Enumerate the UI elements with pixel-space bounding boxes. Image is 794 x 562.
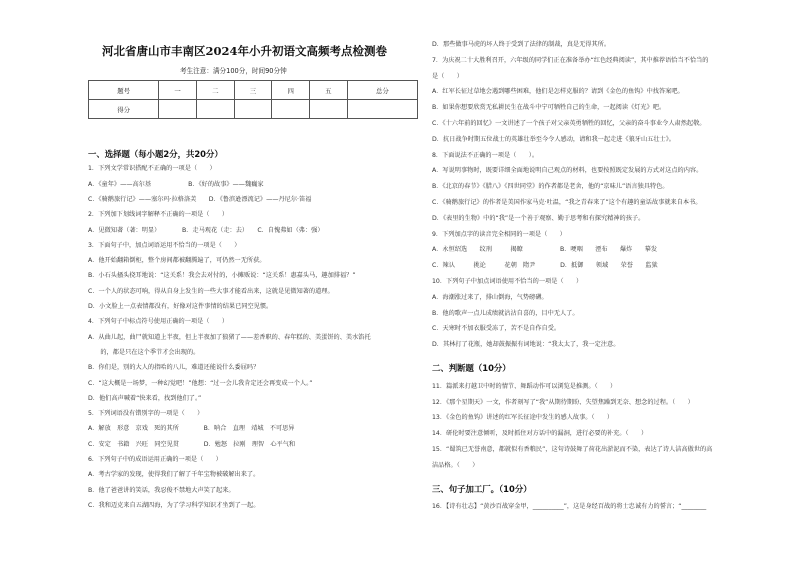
question-line: D．小文脸上一点表情都没有，好像对这件事情的结果已同空见惯。 <box>88 303 273 310</box>
question-line: C．一个人的状态可响，得从自身上发生的一些大事才能看出来，这就是见微知著的道理。 <box>88 287 334 295</box>
question-line: B．你们是，别的大人的指哈的八儿，难道还能说什么委屈吗？ <box>88 364 260 372</box>
score-cell[interactable] <box>159 100 197 119</box>
question-line: 13．《金色的鱼钩》讲述的红军长征途中发生的感人故事。（ ） <box>432 414 614 422</box>
score-cell[interactable] <box>272 100 310 119</box>
score-table <box>88 80 418 119</box>
score-cell[interactable] <box>234 100 272 119</box>
page-title: 河北省唐山市丰南区2024年小升初语文高频考点检测卷 <box>102 44 388 58</box>
section-heading: 二、判断题（10分） <box>432 363 511 373</box>
question-line: C．辣认 挑论 花朝 隋尹 D．抵御 领域 荣誉 监狱 <box>432 262 658 270</box>
score-cell[interactable] <box>196 100 234 119</box>
question-line: 12．《那个星期天》一文，作者刻写了“我”从期待期盼、失望焦躁到无奈、想念的过程。（ ） <box>432 398 694 406</box>
question-line: D．他们高声喊着“快来看，找到他们了。” <box>88 394 202 402</box>
question-line: C．天寒时不加衣服受冻了，苦不是自作自受。 <box>432 325 561 333</box>
question-line: C．“这大概是一场梦，一种幻觉吧！”他想：“过一会儿我肯定还会再变成一个人。” <box>88 379 313 387</box>
question-line: 5．下列词语没有错别字的一项是（ ） <box>88 410 204 418</box>
question-line: D．抗日战争时期五位战士的英雄壮举至今令人感动，请和我一起走进《狼牙山五壮士》。 <box>432 135 675 143</box>
score-row-label: 得分 <box>89 100 159 119</box>
question-line: B．如果你想要欣赏无私耕民生在战斗中宁可牺牲自己的生命，一起阅读《灯光》吧。 <box>432 104 666 112</box>
score-table-header: 三 <box>234 81 272 100</box>
question-line: A．他开始翻箱倒柜，整个房间都被翻腾遍了，可仍然一无所获。 <box>88 257 266 265</box>
question-line: 9．下列加点字的读音完全相同的一项是（ ） <box>432 230 566 238</box>
score-table-header-row <box>89 81 418 100</box>
question-line: 11．篇派来打越卫中时的情节、舞蹈动作可以浏览是推测。（ ） <box>432 382 617 390</box>
question-line: C．《骑鹅旅行记》——塞尔玛·拉格洛芙 D．《鲁滨逊漂流记》——丹尼尔·笛福 <box>88 195 312 203</box>
section-heading: 一、选择题（每小题2分，共20分） <box>88 149 223 159</box>
question-line: B．小石头搔头挠耳地说：“这关系！我会去对付的，小摊贩说：“这关系！惠嘉头马，趣加排福？” <box>88 272 356 280</box>
question-line: B．他的歌声一点儿成绩就沾沾自喜的，目中无人了。 <box>432 309 579 317</box>
question-line: 是（ ） <box>432 72 463 80</box>
score-table-header: 题号 <box>89 81 159 100</box>
question-line: 16．【诗有壮志】“黄沙百战穿金甲，__________”，这是身经百战的将士忠诚有力的誓言；“________ <box>432 503 707 511</box>
section-heading: 三、句子加工厂。（10分） <box>432 483 532 494</box>
question-line: A．见微知著（著：明显） B．走马观花（走：去） C．自愧弗如（弗：强） <box>88 226 324 234</box>
score-table-header: 五 <box>310 81 348 100</box>
question-line: 14．研伦时要注意倾听，及时抓住对方话中的漏洞，进行必要的补充。（ ） <box>432 430 648 438</box>
question-line: D．《表里的生物》中的“我”是一个善于观察、勤于思考和有探究精神的孩子。 <box>432 214 645 222</box>
question-line: A．从曲儿起，曲尸就知道上半夜，但上半夜加了狼猪了——差香职的、春年糕的、美蛋饼的、美水馅托 <box>88 333 371 341</box>
question-line: A．《童年》——高尔基 B．《好的故事》——魏巍家 <box>88 180 264 188</box>
score-cell[interactable] <box>310 100 348 119</box>
score-table-header: 二 <box>196 81 234 100</box>
question-line: D．其林打了花瓶，她却鼓振振有词地说：“我太太了，我一定注意。 <box>432 341 620 349</box>
score-table-score-row <box>89 100 418 119</box>
question-line: 4．下列句子中标点符号使用正确的一项是（ ） <box>88 318 229 326</box>
question-line: 6．下列句子中的成语运用正确的一项是（ ） <box>88 456 222 463</box>
score-cell[interactable] <box>347 100 417 119</box>
question-line: 的，都是只在这个季节才会出现的。 <box>88 348 200 356</box>
question-line: A．红军长征过草地会遇到哪些困难，他们是怎样克服的？请到《金色的鱼钩》中找答案吧。 <box>432 88 684 96</box>
question-line: C．安定 书籍 兴旺 同空见贯 D．勉怒 拉刚 理智 心平气和 <box>88 440 296 448</box>
question-line: 10．下列句子中加点词语使用不恰当的一项是（ ） <box>432 278 583 285</box>
question-line: 1．下列文学常识搭配不正确的一项是（ ） <box>88 165 216 173</box>
question-line: A．写说明事物时，既要详细全面地说明自己观点的材料，也要按照既定发展的方式对这点的内容。 <box>432 167 703 175</box>
score-table-header: 总分 <box>347 81 417 100</box>
question-line: 8．下面说法不正确的一项是（ ）。 <box>432 151 539 159</box>
question-line: 洁品格。（ ） <box>432 461 479 469</box>
question-line: B．他了爸爸讲的笑话，我忍俊不禁地大声笑了起来。 <box>88 486 235 494</box>
question-line: 15．“蜀筑已无誉南意，都就似有香粮民”，这句诗鼓舞了荷花出淤泥而不染，表达了诗人洁高傲世的高 <box>432 446 713 453</box>
question-line: C．我和迈克来自五湖四海，为了学习科学知识才坐到了一起。 <box>88 501 260 509</box>
score-table-header: 一 <box>159 81 197 100</box>
question-line: A．解放 形意 京戏 死的其所 B．呐合 直理 靖城 不可思异 <box>88 425 295 433</box>
question-line: A．海潮涨过来了，排山倒海，气势磅礴。 <box>432 293 548 301</box>
question-line: C．《十六年前的回忆》一文讲述了一个孩子对父亲英勇牺牲的回忆，父亲的奋斗事业令人肃然起敬。 <box>432 120 706 127</box>
score-table-header: 四 <box>272 81 310 100</box>
exam-notice: 考生注意：满分100分，时间90分钟 <box>180 67 287 75</box>
question-line: B．《北京的春节》《腊八》《四世同堂》的作者都是老舍，他的“京味儿”语言独具特色。 <box>432 183 669 191</box>
question-line: 2．下列加下划线词字解释不正确的一项是（ ） <box>88 211 229 219</box>
question-line: D．那些做事马虎的坏人终于受到了法律的制裁，真是无得其所。 <box>432 41 611 48</box>
question-line: C．《骑鹅旅行记》的作者是美国作家马克·吐温，“我之青春来了”这个有趣的童话故事就来自本书。 <box>432 199 702 206</box>
question-line: 3．下面句子中，加点词语运用不恰当的一项是（ ） <box>88 241 241 249</box>
question-line: A．考古学家的发现，使得我们了解了千年宝物被破解出来了。 <box>88 471 260 479</box>
question-line: 7．为庆祝二十大胜利召开，六年级的同学们正在准备举办“红色经典阅读”，其中推荐语恰当不恰当的 <box>432 56 709 64</box>
question-line: A．永恒绍选 纹刑 揭瞭 B．哽咽 湮布 爆炸 摹发 <box>432 246 658 254</box>
